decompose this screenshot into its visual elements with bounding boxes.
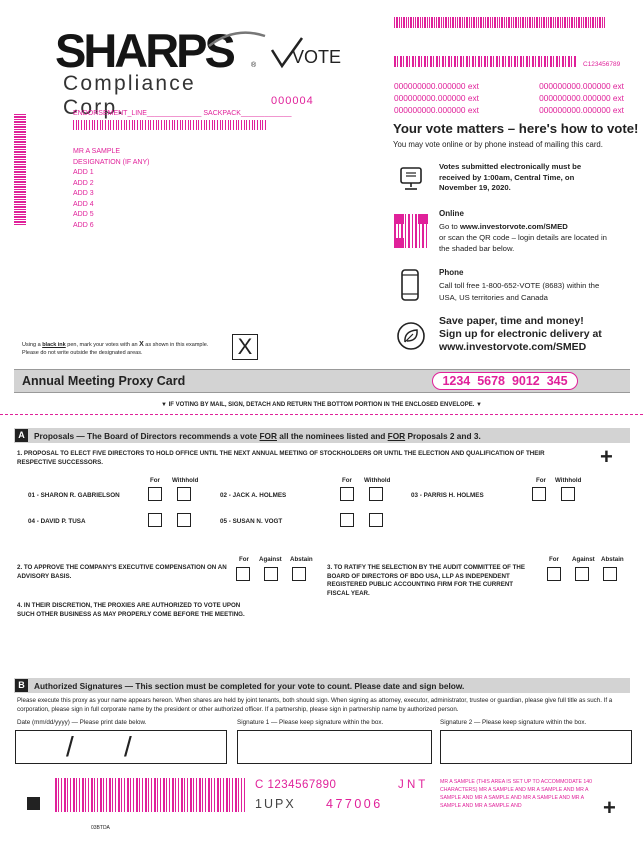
company-logo: [55, 24, 265, 120]
nominee-02-for-checkbox[interactable]: [340, 487, 354, 501]
logo-registered: ®: [251, 62, 257, 69]
account-number: 000000000.000000 ext: [394, 93, 479, 103]
computer-monitor-icon: [399, 166, 423, 192]
account-number: 000000000.000000 ext: [394, 81, 479, 91]
footer-control: C 1234567890: [255, 779, 337, 791]
col-abstain: Abstain: [290, 556, 313, 563]
marking-instructions: [22, 341, 208, 357]
control-barcode: [394, 56, 576, 67]
leaf-icon: [396, 321, 426, 351]
paper-url-link[interactable]: www.investorvote.com/SMED: [439, 341, 587, 353]
card-title: Annual Meeting Proxy Card: [22, 374, 186, 388]
nominee-label: 05 - SUSAN N. VOGT: [220, 518, 283, 525]
top-barcode: [394, 17, 606, 28]
plus-icon: +: [600, 444, 613, 469]
instr-post: as shown in this example.: [143, 342, 209, 348]
proposal-2-abstain-checkbox[interactable]: [292, 567, 306, 581]
proposal-4-text: 4. IN THEIR DISCRETION, THE PROXIES ARE AUTHORIZED TO VOTE UPON SUCH OTHER BUSINESS AS MAY PROPERLY COME BEFORE THE MEETING.: [17, 602, 245, 618]
plus-icon: +: [603, 795, 616, 820]
mobile-phone-icon: [399, 268, 421, 302]
signature-1-input[interactable]: [237, 730, 432, 764]
address-line: MR A SAMPLE: [73, 148, 121, 155]
signature-instructions: Please execute this proxy as your name appears hereon. When shares are held by joint tenants, both should sign. When signing as attorney, executor, administrator, trustee or guardian, please give full title as such. If a corporation, please sign in full corporate name by the president or other authorized officer. If a partnership, please sign in partnership name by authorized person.: [17, 697, 613, 713]
address-line: DESIGNATION (IF ANY): [73, 158, 150, 166]
section-b-letter: B: [15, 679, 28, 692]
nominee-03-withhold-checkbox[interactable]: [561, 487, 575, 501]
vote-deadline: Votes submitted electronically must be received by 1:00am, Central Time, on November 19, 2020.: [439, 162, 582, 192]
address-line: ADD 6: [73, 221, 94, 229]
nominee-02-withhold-checkbox[interactable]: [369, 487, 383, 501]
date-slash: /: [66, 731, 74, 762]
signature-1-label: Signature 1 — Please keep signature within the box.: [237, 719, 384, 726]
footer-barcode: [55, 778, 245, 812]
proposal-3-for-checkbox[interactable]: [547, 567, 561, 581]
online-prefix: Go to: [439, 222, 460, 231]
section-b-title: Authorized Signatures — This section must be completed for your vote to count. Please date and sign below.: [34, 681, 465, 691]
nominee-01-for-checkbox[interactable]: [148, 487, 162, 501]
col-withhold: Withhold: [172, 477, 199, 484]
detach-line: [0, 414, 643, 415]
vote-subheading: You may vote online or by phone instead of mailing this card.: [393, 140, 603, 149]
example-mark-box: [232, 334, 258, 360]
col-for: For: [150, 477, 160, 484]
instr-pre: Using a: [22, 342, 43, 348]
signature-2-label: Signature 2 — Please keep signature within the box.: [440, 719, 587, 726]
online-url-link[interactable]: www.investorvote.com/SMED: [459, 222, 568, 231]
footer-jnt: J N T: [398, 779, 426, 791]
section-a-title: [34, 431, 481, 441]
section-a-letter: A: [15, 429, 28, 442]
left-side-barcode: [14, 114, 26, 226]
footer-sample-text: MR A SAMPLE (THIS AREA IS SET UP TO ACCOMMODATE 140 CHARACTERS) MR A SAMPLE AND MR A SAMPLE AND MR A SAMPLE AND MR A SAMPLE AND MR A SAMPLE AND MR A SAMPLE AND MR A SAMPLE AND: [440, 779, 593, 809]
address-line: ADD 4: [73, 200, 94, 208]
nominee-05-for-checkbox[interactable]: [340, 513, 354, 527]
detach-instructions: ▼ IF VOTING BY MAIL, SIGN, DETACH AND RETURN THE BOTTOM PORTION IN THE ENCLOSED ENVELOPE. ▼: [160, 402, 482, 408]
sa-title-mid: all the nominees listed and: [276, 431, 388, 441]
address-line: ADD 5: [73, 211, 94, 218]
col-against: Against: [259, 556, 282, 563]
proposal-2-text: 2. TO APPROVE THE COMPANY'S EXECUTIVE COMPENSATION ON AN ADVISORY BASIS.: [17, 564, 227, 580]
sa-for1: FOR: [259, 431, 277, 441]
online-instructions: or scan the QR code – login details are located in the shaded bar below.: [439, 233, 607, 253]
instr-x: X: [139, 341, 144, 348]
nominee-04-for-checkbox[interactable]: [148, 513, 162, 527]
card-code: 1234 5678 9012 345: [432, 372, 578, 390]
electronic-delivery: [439, 315, 602, 354]
logo-wordmark: [55, 24, 265, 77]
registration-mark: [27, 797, 40, 810]
mailing-address: [73, 147, 150, 231]
vote-badge-text: VOTE: [292, 47, 342, 67]
address-line: ADD 3: [73, 190, 94, 197]
vote-heading: Your vote matters – here's how to vote!: [393, 121, 639, 136]
nominee-label: 01 - SHARON R. GABRIELSON: [28, 492, 120, 499]
postal-barcode: [73, 120, 268, 130]
signature-2-input[interactable]: [440, 730, 632, 764]
proposal-1-text: 1. PROPOSAL TO ELECT FIVE DIRECTORS TO HOLD OFFICE UNTIL THE NEXT ANNUAL MEETING OF STOCKHOLDERS OR UNTIL THE ELECTION AND QUALIFICATION OF THEIR RESPECTIVE SUCCESSORS.: [17, 450, 545, 466]
logo-line2: Compliance Corp.: [63, 72, 196, 119]
proposal-3-abstain-checkbox[interactable]: [603, 567, 617, 581]
footer-upx: 1UPX: [255, 797, 296, 811]
col-for: For: [549, 556, 559, 563]
online-text: [439, 221, 609, 254]
logo-swoosh-icon: [207, 30, 267, 48]
nominee-01-withhold-checkbox[interactable]: [177, 487, 191, 501]
nominee-label: 03 - PARRIS H. HOLMES: [411, 492, 484, 499]
nominee-04-withhold-checkbox[interactable]: [177, 513, 191, 527]
control-code: C123456789: [583, 61, 621, 68]
col-for: For: [342, 477, 352, 484]
account-number: 000000000.000000 ext: [394, 105, 479, 115]
endorsement-line: ENDORSEMENT_LINE______________ SACKPACK_____________: [73, 110, 292, 117]
address-line: ADD 1: [73, 169, 94, 176]
col-for: For: [536, 477, 546, 484]
nominee-03-for-checkbox[interactable]: [532, 487, 546, 501]
instr-line2: Please do not write outside the designated areas.: [22, 350, 143, 356]
proposal-2-for-checkbox[interactable]: [236, 567, 250, 581]
paper-line1: Save paper, time and money!: [439, 315, 584, 327]
nominee-label: 02 - JACK A. HOLMES: [220, 492, 287, 499]
col-withhold: Withhold: [555, 477, 582, 484]
phone-text: Call toll free 1-800-652-VOTE (8683) within the USA, US territories and Canada: [439, 281, 600, 302]
proposal-3-against-checkbox[interactable]: [575, 567, 589, 581]
online-title: Online: [439, 209, 464, 218]
footer-number: 477006: [326, 797, 383, 811]
date-input[interactable]: [15, 730, 227, 764]
account-number: 000000000.000000 ext: [539, 93, 624, 103]
vote-badge: [268, 36, 342, 70]
address-line: ADD 2: [73, 179, 94, 187]
nominee-05-withhold-checkbox[interactable]: [369, 513, 383, 527]
instr-ink: black ink: [42, 342, 66, 348]
paper-line2: Sign up for electronic delivery at: [439, 328, 602, 340]
nominee-label: 04 - DAVID P. TUSA: [28, 518, 86, 525]
date-slash: /: [124, 731, 132, 762]
col-abstain: Abstain: [601, 556, 624, 563]
proposal-2-against-checkbox[interactable]: [264, 567, 278, 581]
account-numbers: [394, 80, 624, 116]
date-label: Date (mm/dd/yyyy) — Please print date below.: [17, 719, 147, 726]
col-for: For: [239, 556, 249, 563]
form-code: 03BTDA: [91, 825, 110, 831]
account-number: 000000000.000000 ext: [539, 105, 624, 115]
sa-title-post: Proposals 2 and 3.: [405, 431, 481, 441]
col-withhold: Withhold: [364, 477, 391, 484]
logo-line1: SHARPS: [55, 24, 233, 77]
instr-mid: pen, mark your votes with an: [65, 342, 140, 348]
col-against: Against: [572, 556, 595, 563]
sa-title-pre: Proposals — The Board of Directors recommends a vote: [34, 431, 260, 441]
sequence-number: 000004: [271, 95, 314, 107]
account-number: 000000000.000000 ext: [539, 81, 624, 91]
example-x-mark: X: [237, 334, 253, 359]
sa-for2: FOR: [387, 431, 406, 441]
proposal-3-text: 3. TO RATIFY THE SELECTION BY THE AUDIT COMMITTEE OF THE BOARD OF DIRECTORS OF BDO USA, LLP AS INDEPENDENT REGISTERED PUBLIC ACCOUNTING FIRM FOR THE CURRENT FISCAL YEAR.: [327, 564, 526, 597]
qr-code-icon: [394, 214, 428, 248]
phone-title: Phone: [439, 268, 464, 277]
